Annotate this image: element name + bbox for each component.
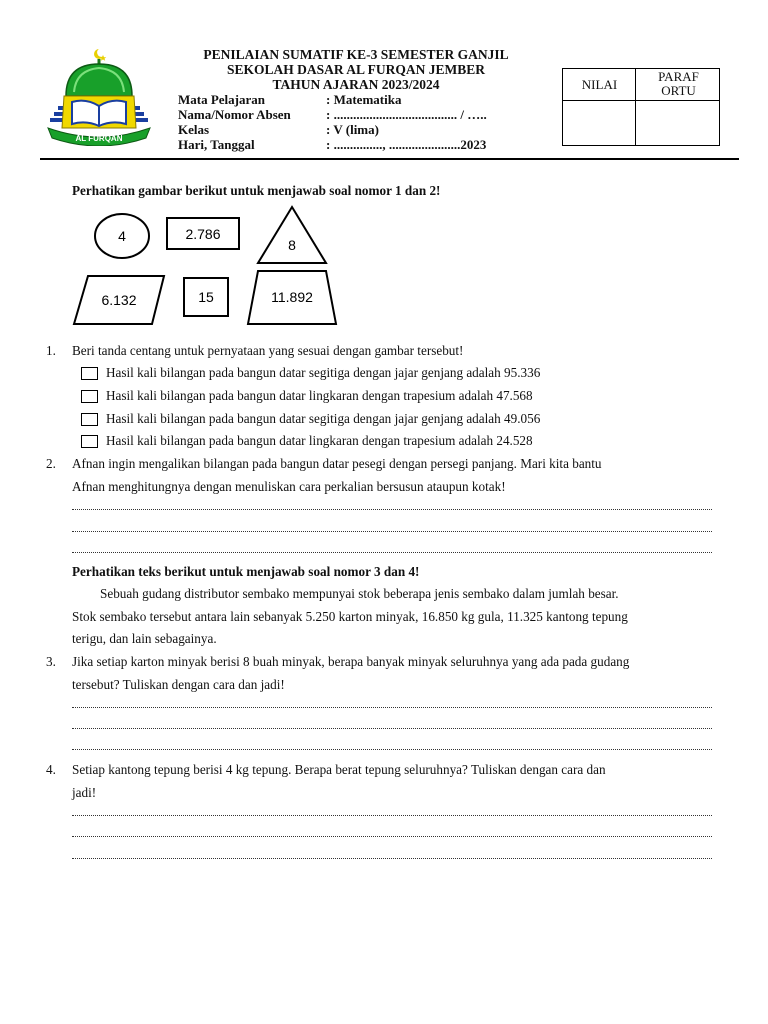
q1-option4-checkbox[interactable] [81, 435, 98, 448]
q4-answer-line-3[interactable] [72, 858, 712, 860]
q1-option1-text: Hasil kali bilangan pada bangun datar segitiga dengan jajar genjang adalah 95.336 [106, 365, 541, 380]
square-number: 15 [198, 289, 214, 305]
field-label-subject: Mata Pelajaran [178, 92, 266, 107]
shapes-figure [70, 204, 340, 328]
academic-year: TAHUN AJARAN 2023/2024 [272, 77, 440, 92]
q2-line2: Afnan menghitungnya dengan menuliskan cara perkalian bersusun ataupun kotak! [72, 479, 506, 494]
field-value-subject: : Matematika [326, 92, 402, 107]
q4-number: 4. [46, 762, 56, 777]
q4-line1: Setiap kantong tepung berisi 4 kg tepung. Berapa berat tepung seluruhnya? Tuliskan dengan cara dan [72, 762, 606, 777]
section2-paragraph-line1: Sebuah gudang distributor sembako mempunyai stok beberapa jenis sembako dalam jumlah besar. [100, 586, 619, 601]
q1-option3-checkbox[interactable] [81, 413, 98, 426]
q1-option3-text: Hasil kali bilangan pada bangun datar segitiga dengan jajar genjang adalah 49.056 [106, 411, 541, 426]
q2-answer-line-3[interactable] [72, 552, 712, 554]
exam-title: PENILAIAN SUMATIF KE-3 SEMESTER GANJIL [203, 47, 509, 62]
field-value-name[interactable]: : ...................................... / ….. [326, 107, 487, 122]
q1-text: Beri tanda centang untuk pernyataan yang sesuai dengan gambar tersebut! [72, 343, 464, 358]
score-box [562, 68, 720, 146]
logo-text: AL FURQAN [75, 134, 123, 143]
school-logo [44, 46, 154, 146]
field-label-date: Hari, Tanggal [178, 137, 255, 152]
q3-line1: Jika setiap karton minyak berisi 8 buah minyak, berapa banyak minyak seluruhnya yang ada pada gudang [72, 654, 630, 669]
paraf-header-line2: ORTU [661, 83, 696, 98]
trapezoid-number: 11.892 [271, 289, 313, 305]
q1-option2-text: Hasil kali bilangan pada bangun datar lingkaran dengan trapesium adalah 47.568 [106, 388, 533, 403]
q2-number: 2. [46, 456, 56, 471]
paraf-field[interactable] [639, 102, 718, 144]
q1-option1-checkbox[interactable] [81, 367, 98, 380]
school-name: SEKOLAH DASAR AL FURQAN JEMBER [226, 62, 486, 77]
q1-number: 1. [46, 343, 56, 358]
q4-answer-line-1[interactable] [72, 815, 712, 817]
section2-paragraph-line3: terigu, dan lain sebagainya. [72, 631, 217, 646]
nilai-header: NILAI [581, 77, 618, 92]
q3-answer-line-2[interactable] [72, 728, 712, 730]
q4-line2: jadi! [72, 785, 97, 800]
circle-number: 4 [118, 228, 126, 244]
q1-option4-text: Hasil kali bilangan pada bangun datar lingkaran dengan trapesium adalah 24.528 [106, 433, 533, 448]
rectangle-number: 2.786 [185, 226, 221, 242]
section2-paragraph-line2: Stok sembako tersebut antara lain sebanyak 5.250 karton minyak, 16.850 kg gula, 11.325 kantong tepung [72, 609, 628, 624]
q2-answer-line-1[interactable] [72, 509, 712, 511]
q3-number: 3. [46, 654, 56, 669]
q3-answer-line-1[interactable] [72, 707, 712, 709]
q2-line1: Afnan ingin mengalikan bilangan pada bangun datar pesegi dengan persegi panjang. Mari kita bantu [72, 456, 602, 471]
triangle-shape [258, 207, 326, 263]
q2-answer-line-2[interactable] [72, 531, 712, 533]
field-value-class: : V (lima) [326, 122, 379, 137]
triangle-number: 8 [288, 237, 296, 253]
parallelogram-number: 6.132 [101, 292, 137, 308]
section2-instruction: Perhatikan teks berikut untuk menjawab soal nomor 3 dan 4! [72, 564, 420, 579]
field-label-class: Kelas [178, 122, 210, 137]
q4-answer-line-2[interactable] [72, 836, 712, 838]
header-divider [40, 158, 739, 160]
q3-answer-line-3[interactable] [72, 749, 712, 751]
nilai-field[interactable] [565, 102, 634, 144]
q3-line2: tersebut? Tuliskan dengan cara dan jadi! [72, 677, 285, 692]
section1-instruction: Perhatikan gambar berikut untuk menjawab soal nomor 1 dan 2! [72, 183, 441, 198]
q1-option2-checkbox[interactable] [81, 390, 98, 403]
field-label-name: Nama/Nomor Absen [178, 107, 291, 122]
paraf-header-line1: PARAF [658, 69, 699, 84]
field-value-date[interactable]: : ..............., ......................2023 [326, 137, 487, 152]
